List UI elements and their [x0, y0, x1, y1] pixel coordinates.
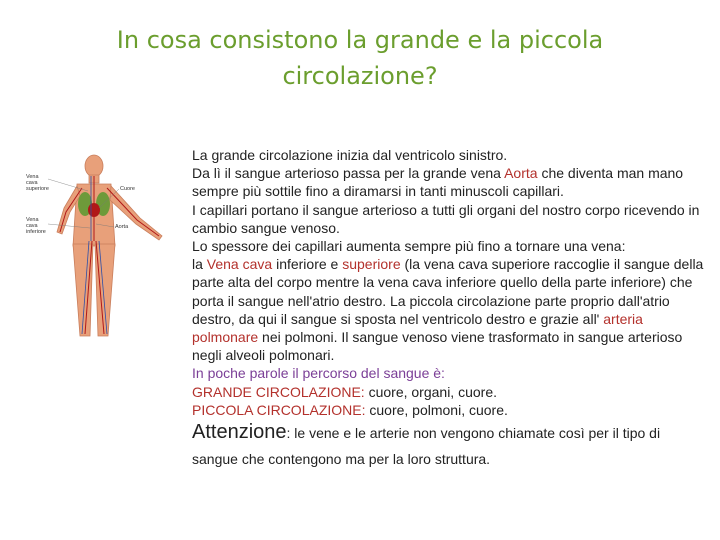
- term-superiore: superiore: [342, 256, 401, 273]
- grande-circolazione-label: GRANDE CIRCOLAZIONE:: [192, 383, 365, 400]
- piccola-circolazione-label: PICCOLA CIRCOLAZIONE:: [192, 401, 366, 418]
- attenzione-text: : le vene e le arterie non vengono chiamate così per il tipo di sangue che contengono ma per la loro struttura.: [192, 425, 661, 468]
- summary-piccola: [192, 401, 704, 419]
- paragraph-vena-cava: [192, 255, 704, 364]
- body-text: [192, 146, 704, 472]
- slide-title: In cosa consistono la grande e la piccola circolazione?: [116, 26, 604, 90]
- paragraph-aorta: [192, 164, 704, 200]
- label-aorta: Aorta: [115, 224, 129, 230]
- term-vena-cava: Vena cava: [206, 256, 273, 273]
- summary-intro: In poche parole il percorso del sangue è:: [192, 365, 445, 382]
- paragraph-spessore: Lo spessore dei capillari aumenta sempre più fino a tornare una vena:: [192, 238, 626, 255]
- circulatory-system-figure: [22, 146, 172, 346]
- text-segment: che diventa man mano sempre più sottile fino a diramarsi in tanti minuscoli capillari.: [192, 165, 684, 200]
- attenzione-word: Attenzione: [192, 421, 287, 444]
- term-aorta: Aorta: [504, 165, 538, 182]
- label-vena-cava-superiore: Vena cava superiore: [26, 174, 49, 192]
- text-segment: inferiore e: [272, 256, 343, 273]
- text-segment: nei polmoni. Il sangue venoso viene trasformato in sangue arterioso negli alveoli polmonari.: [192, 329, 683, 364]
- paragraph-attenzione: [192, 419, 704, 472]
- label-cuore: Cuore: [120, 186, 135, 192]
- grande-circolazione-text: cuore, organi, cuore.: [364, 383, 497, 400]
- piccola-circolazione-text: cuore, polmoni, cuore.: [365, 401, 508, 418]
- text-segment: la: [192, 256, 207, 273]
- text-segment: (la vena cava superiore raccoglie il sangue della parte alta del corpo mentre la vena cava inferiore quello della parte inferiore) che porta il sangue nell'atrio destro. La piccola circolazione parte proprio dall'atrio destro, da qui il sangue si sposta nel ventricolo destro e grazie all': [192, 256, 704, 327]
- summary-grande: [192, 383, 704, 401]
- paragraph-intro: La grande circolazione inizia dal ventricolo sinistro.: [192, 147, 508, 163]
- term-arteria-polmonare: arteria polmonare: [192, 310, 643, 346]
- text-segment: Da lì il sangue arterioso passa per la grande vena: [192, 165, 505, 182]
- label-vena-cava-inferiore: Vena cava inferiore: [26, 217, 46, 235]
- paragraph-capillari: I capillari portano il sangue arterioso a tutti gli organi del nostro corpo ricevendo in cambio sangue venoso.: [192, 201, 700, 236]
